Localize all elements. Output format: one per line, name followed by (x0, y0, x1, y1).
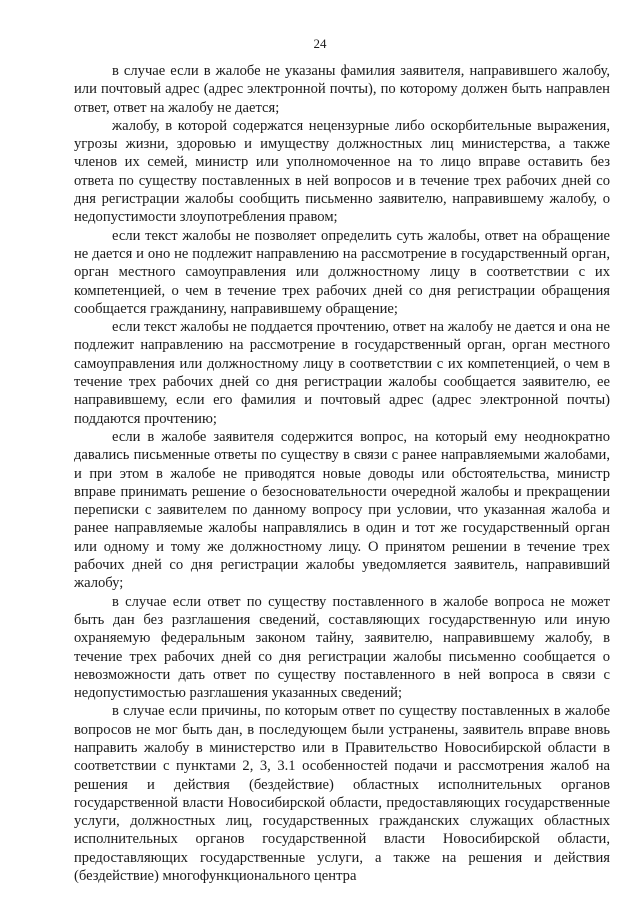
paragraph-4: если текст жалобы не поддается прочтению, ответ на жалобу не дается и она не подлежит направлению на рассмотрение в государственный орган, орган местного самоуправления или должностному лицу в соответствии с их компетенцией, о чем в течение трех рабочих дней со дня регистрации жалобы сообщается заявителю, ее направившему, если его фамилия и почтовый адрес (адрес электронной почты) поддаются прочтению; (74, 319, 610, 427)
paragraph-1: в случае если в жалобе не указаны фамилия заявителя, направившего жалобу, или почтовый адрес (адрес электронной почты), по которому должен быть направлен ответ, ответ на жалобу не дается; (74, 63, 610, 116)
paragraph-3: если текст жалобы не позволяет определить суть жалобы, ответ на обращение не дается и оно не подлежит направлению на рассмотрение в государственный орган, орган местного самоуправления или должностному лицу в соответствии с их компетенцией, о чем в течение трех рабочих дней со дня регистрации обращения сообщается гражданину, направившему обращение; (74, 227, 610, 317)
document-body (74, 62, 610, 885)
paragraph-5: если в жалобе заявителя содержится вопрос, на который ему неоднократно давались письменные ответы по существу в связи с ранее направляемыми жалобами, и при этом в жалобе не приводятся новые доводы или обстоятельства, министр вправе принимать решение о безосновательности очередной жалобы и прекращении переписки с заявителем по данному вопросу при условии, что указанная жалоба и ранее направляемые жалобы направлялись в один и тот же государственный орган или одному и тому же должностному лицу. О принятом решении в течение трех рабочих дней со дня регистрации жалобы уведомляется заявитель, направивший жалобу; (74, 428, 610, 592)
page-number: 24 (313, 36, 327, 51)
paragraph-7: в случае если причины, по которым ответ по существу поставленных в жалобе вопросов не мог быть дан, в последующем были устранены, заявитель вправе вновь направить жалобу в министерство или в Правительство Новосибирской области в соответствии с пунктами 2, 3, 3.1 особенностей подачи и рассмотрения жалоб на решения и действия (бездействие) областных исполнительных органов государственной власти Новосибирской области, предоставляющих государственные услуги, должностных лиц, государственных гражданских служащих областных исполнительных органов государственной власти Новосибирской области, предоставляющих государственные услуги, а также на решения и действия (бездействие) многофункционального центра (74, 703, 610, 885)
paragraph-6: в случае если ответ по существу поставленного в жалобе вопроса не может быть дан без разглашения сведений, составляющих государственную или иную охраняемую федеральным законом тайну, заявителю, направившему жалобу, в течение трех рабочих дней со дня регистрации жалобы письменно сообщается о невозможности дать ответ по существу поставленного в ней вопроса в связи с недопустимостью разглашения указанных сведений; (74, 593, 610, 702)
paragraph-2: жалобу, в которой содержатся нецензурные либо оскорбительные выражения, угрозы жизни, здоровью и имуществу должностных лиц министерства, а также членов их семей, министр или уполномоченное на то лицо вправе оставить без ответа по существу поставленных в ней вопросов и в течение трех рабочих дней со дня регистрации жалобы сообщить письменно заявителю, направившему жалобу, о недопустимости злоупотребления правом; (74, 117, 610, 226)
